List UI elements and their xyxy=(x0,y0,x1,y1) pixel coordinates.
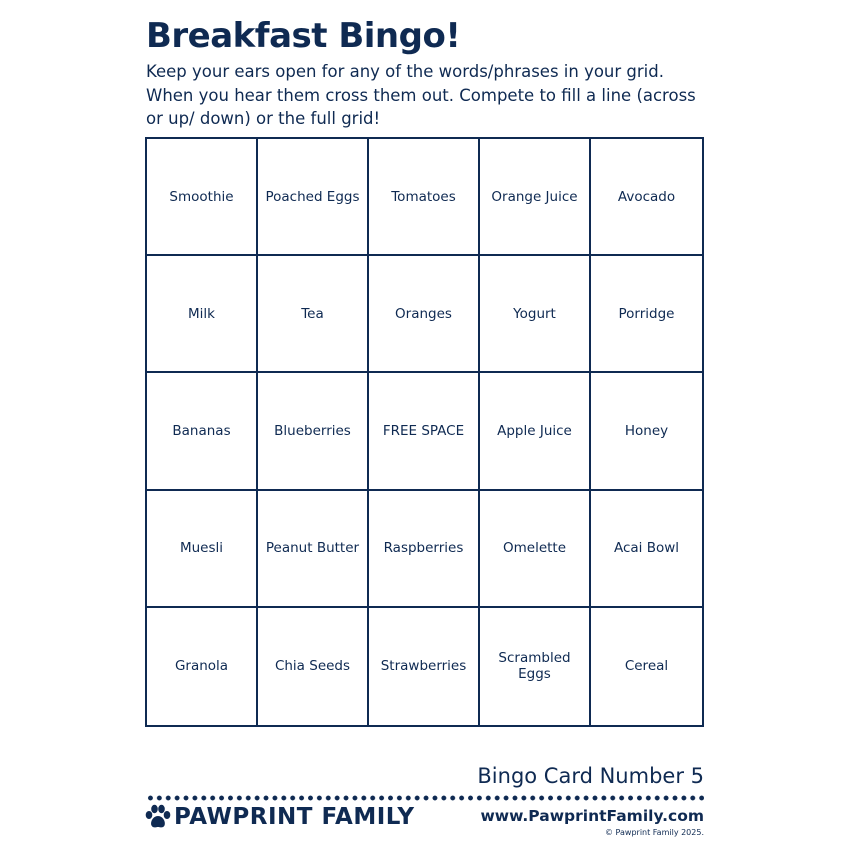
bingo-cell[interactable]: Peanut Butter xyxy=(258,491,369,608)
bingo-cell[interactable]: Yogurt xyxy=(480,256,591,373)
bingo-cell[interactable]: Cereal xyxy=(624,658,669,675)
brand-name: PAWPRINT FAMILY xyxy=(174,804,415,830)
bingo-grid xyxy=(145,137,704,727)
paw-print-icon xyxy=(144,804,172,830)
instructions-text: Keep your ears open for any of the words/phrases in your grid. When you hear them cross them out. Compete to fill a line (across or up/ down) or the full grid! xyxy=(146,62,696,128)
bingo-cell[interactable]: Honey xyxy=(591,373,702,490)
website-link[interactable]: www.PawprintFamily.com xyxy=(480,807,704,825)
bingo-cell[interactable]: Oranges xyxy=(369,256,480,373)
bingo-cell[interactable]: Orange Juice xyxy=(480,139,591,256)
brand-logo xyxy=(144,803,415,831)
bingo-cell[interactable]: Tea xyxy=(258,256,369,373)
bingo-cell[interactable]: Bananas xyxy=(147,373,258,490)
bingo-cell[interactable]: Blueberries xyxy=(258,373,369,490)
bingo-cell[interactable]: Granola xyxy=(147,608,258,725)
bingo-cell[interactable]: Apple Juice xyxy=(480,373,591,490)
bingo-cell[interactable]: Strawberries xyxy=(369,608,480,725)
bingo-cell[interactable]: Poached Eggs xyxy=(258,139,369,256)
bingo-cell[interactable]: Porridge xyxy=(591,256,702,373)
bingo-cell[interactable]: Chia Seeds xyxy=(258,608,369,725)
bingo-cell[interactable]: Raspberries xyxy=(369,491,480,608)
bingo-cell[interactable]: Scrambled Eggs xyxy=(480,608,591,725)
bingo-cell[interactable]: Omelette xyxy=(480,491,591,608)
bingo-cell[interactable]: Acai Bowl xyxy=(591,491,702,608)
page-title: Breakfast Bingo! xyxy=(146,16,461,56)
bingo-cell-free-space[interactable]: FREE SPACE xyxy=(369,373,480,490)
copyright-text: © Pawprint Family 2025. xyxy=(605,828,704,837)
bingo-cell[interactable]: Muesli xyxy=(147,491,258,608)
bingo-cell[interactable]: Milk xyxy=(147,256,258,373)
card-number-label: Bingo Card Number 5 xyxy=(477,764,704,788)
dotted-divider xyxy=(146,795,704,801)
bingo-cell[interactable]: Avocado xyxy=(591,139,702,256)
bingo-cell[interactable]: Smoothie xyxy=(147,139,258,256)
bingo-cell[interactable]: Tomatoes xyxy=(369,139,480,256)
